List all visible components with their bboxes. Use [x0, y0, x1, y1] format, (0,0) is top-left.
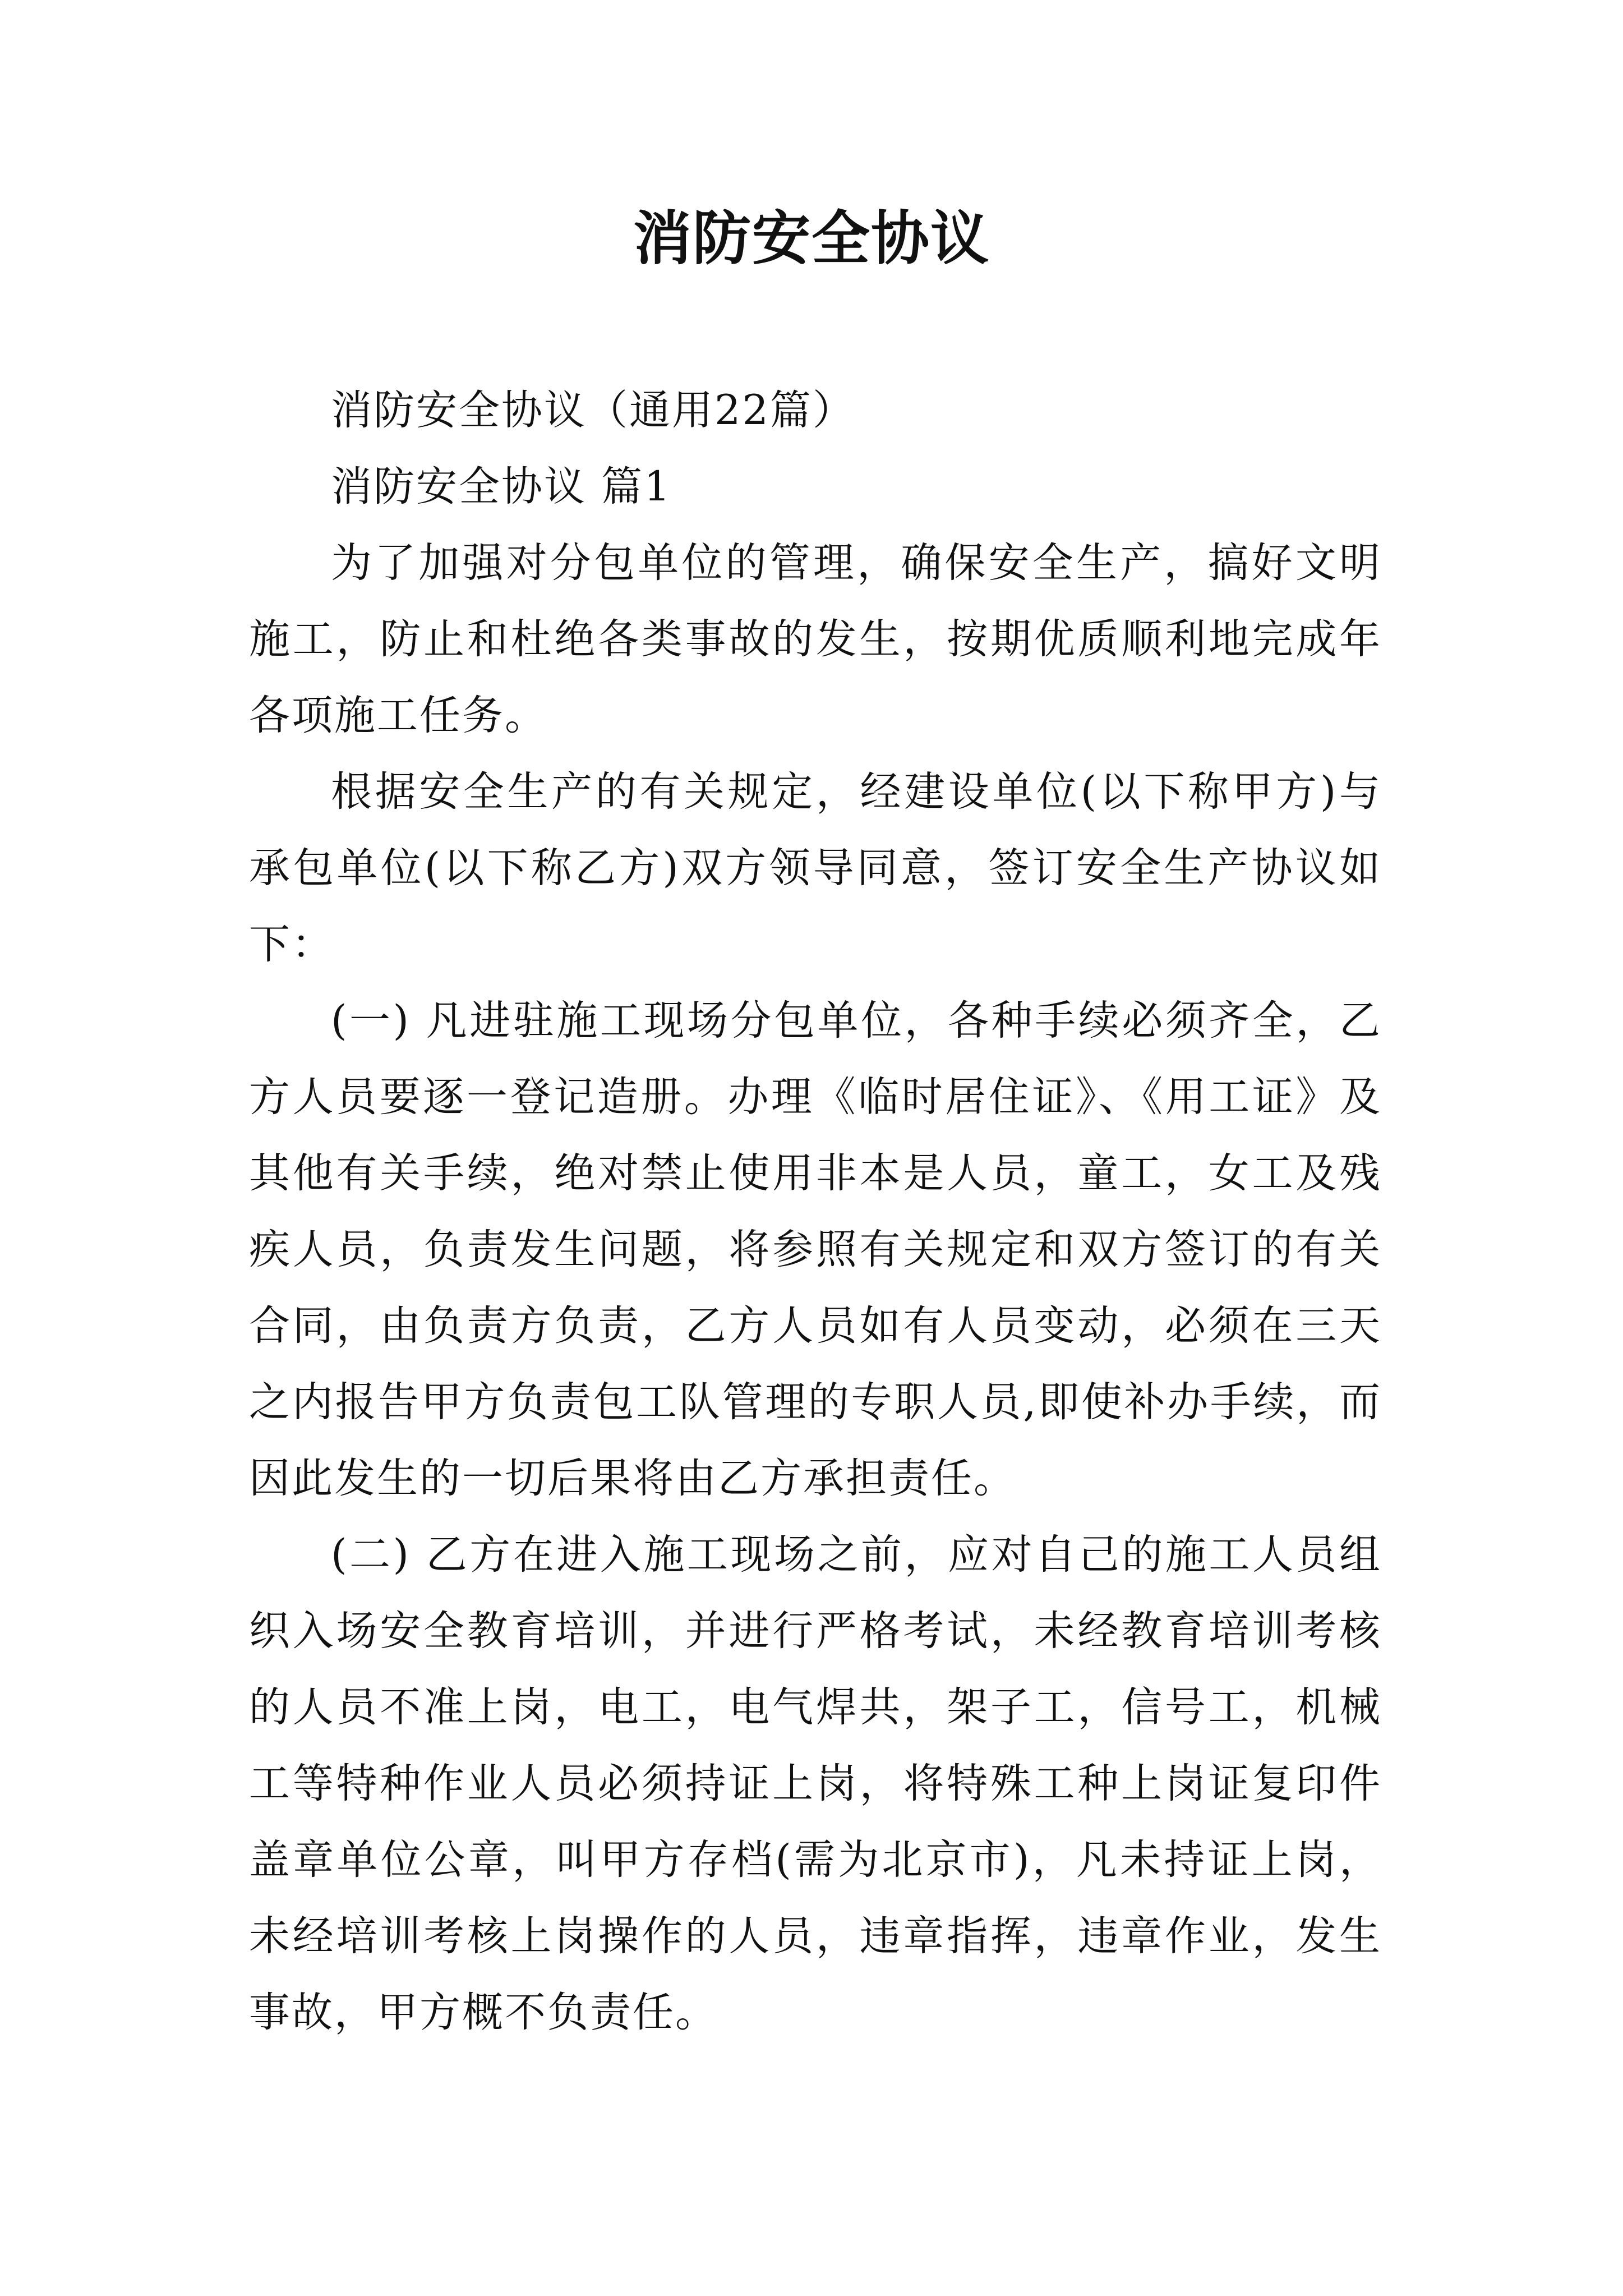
body-paragraph: 为了加强对分包单位的管理，确保安全生产，搞好文明施工，防止和杜绝各类事故的发生，按期优质顺利地完成年各项施工任务。	[249, 539, 1382, 739]
subtitle-paragraph: 消防安全协议（通用22篇）	[331, 386, 855, 434]
body-paragraph: (一) 凡进驻施工现场分包单位，各种手续必须齐全，乙方人员要逐一登记造册。办理《临时居住证》、《用工证》及其他有关手续，绝对禁止使用非本是人员，童工，女工及残疾人员，负责发生问题，将参照有关规定和双方签订的有关合同，由负责方负责，乙方人员如有人员变动，必须在三天之内报告甲方负责包工队管理的专职人员,即使补办手续，而因此发生的一切后果将由乙方承担责任。	[249, 997, 1382, 1502]
document-body	[249, 372, 1382, 2051]
body-paragraph: 根据安全生产的有关规定，经建设单位(以下称甲方)与承包单位(以下称乙方)双方领导同意，签订安全生产协议如下：	[249, 768, 1382, 968]
section-heading: 消防安全协议 篇1	[331, 463, 672, 510]
body-paragraph: (二) 乙方在进入施工现场之前，应对自己的施工人员组织入场安全教育培训，并进行严格考试，未经教育培训考核的人员不准上岗，电工，电气焊共，架子工，信号工，机械工等特种作业人员必须持证上岗，将特殊工种上岗证复印件盖章单位公章，叫甲方存档(需为北京市)，凡未持证上岗，未经培训考核上岗操作的人员，违章指挥，违章作业，发生事故，甲方概不负责任。	[249, 1531, 1382, 2036]
document-title: 消防安全协议	[633, 204, 990, 273]
